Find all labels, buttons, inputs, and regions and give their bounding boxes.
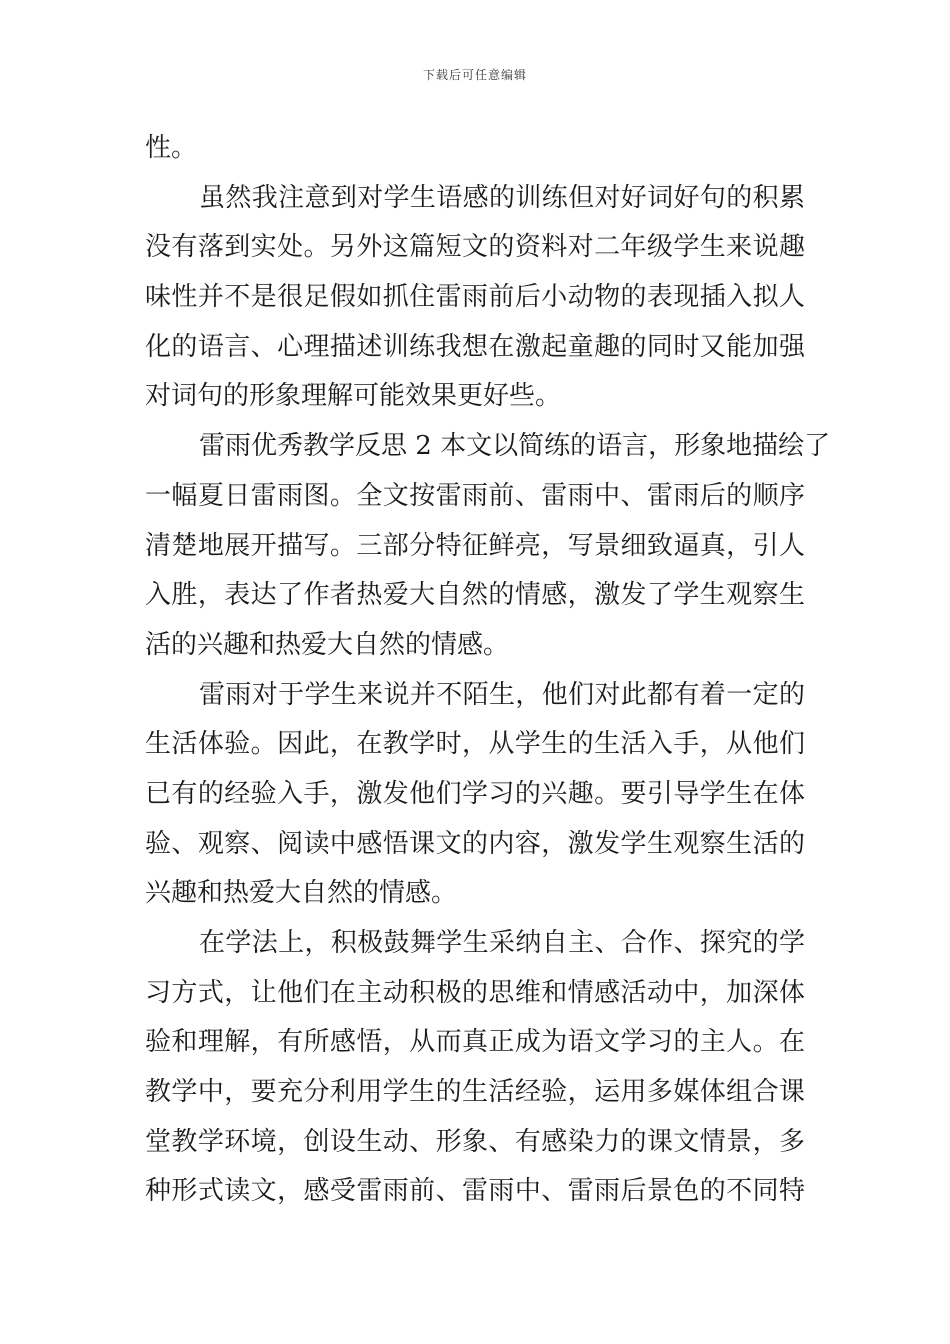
text-line: 一幅夏日雷雨图。全文按雷雨前、雷雨中、雷雨后的顺序 [145,480,805,511]
text-line: 入胜，表达了作者热爱大自然的情感，激发了学生观察生 [145,580,805,611]
text-line: 在学法上，积极鼓舞学生采纳自主、合作、探究的学 [199,928,805,958]
text-line: 验和理解，有所感悟，从而真正成为语文学习的主人。在 [145,1027,805,1058]
text-line: 教学中，要充分利用学生的生活经验，运用多媒体组合课 [145,1077,805,1108]
text-line: 虽然我注意到对学生语感的训练但对好词好句的积累 [199,182,805,213]
text-line: 化的语言、心理描述训练我想在激起童趣的同时又能加强 [145,331,805,362]
text-line: 雷雨对于学生来说并不陌生，他们对此都有着一定的 [199,679,805,710]
text-line: 味性并不是很足假如抓住雷雨前后小动物的表现插入拟人 [145,282,805,313]
text-line: 习方式，让他们在主动积极的思维和情感活动中，加深体 [145,977,805,1008]
text-line: 已有的经验入手，激发他们学习的兴趣。要引导学生在体 [145,778,805,809]
document-body [145,124,831,1217]
text-line: 对词句的形象理解可能效果更好些。 [145,381,562,412]
text-line: 没有落到实处。另外这篇短文的资料对二年级学生来说趣 [145,232,805,263]
text-line: 清楚地展开描写。三部分特征鲜亮，写景细致逼真，引人 [145,530,805,561]
text-line: 堂教学环境，创设生动、形象、有感染力的课文情景，多 [145,1126,805,1157]
text-line: 活的兴趣和热爱大自然的情感。 [145,629,510,660]
text-line: 兴趣和热爱大自然的情感。 [145,878,458,909]
text-line: 雷雨优秀教学反思 2 本文以简练的语言，形象地描绘了 [199,431,831,462]
text-line: 生活体验。因此，在教学时，从学生的生活入手，从他们 [145,729,805,760]
text-line: 种形式读文，感受雷雨前、雷雨中、雷雨后景色的不同特 [145,1176,805,1207]
text-line: 验、观察、阅读中感悟课文的内容，激发学生观察生活的 [145,828,805,859]
text-line: 性。 [145,133,198,163]
header-note: 下载后可任意编辑 [422,68,527,82]
